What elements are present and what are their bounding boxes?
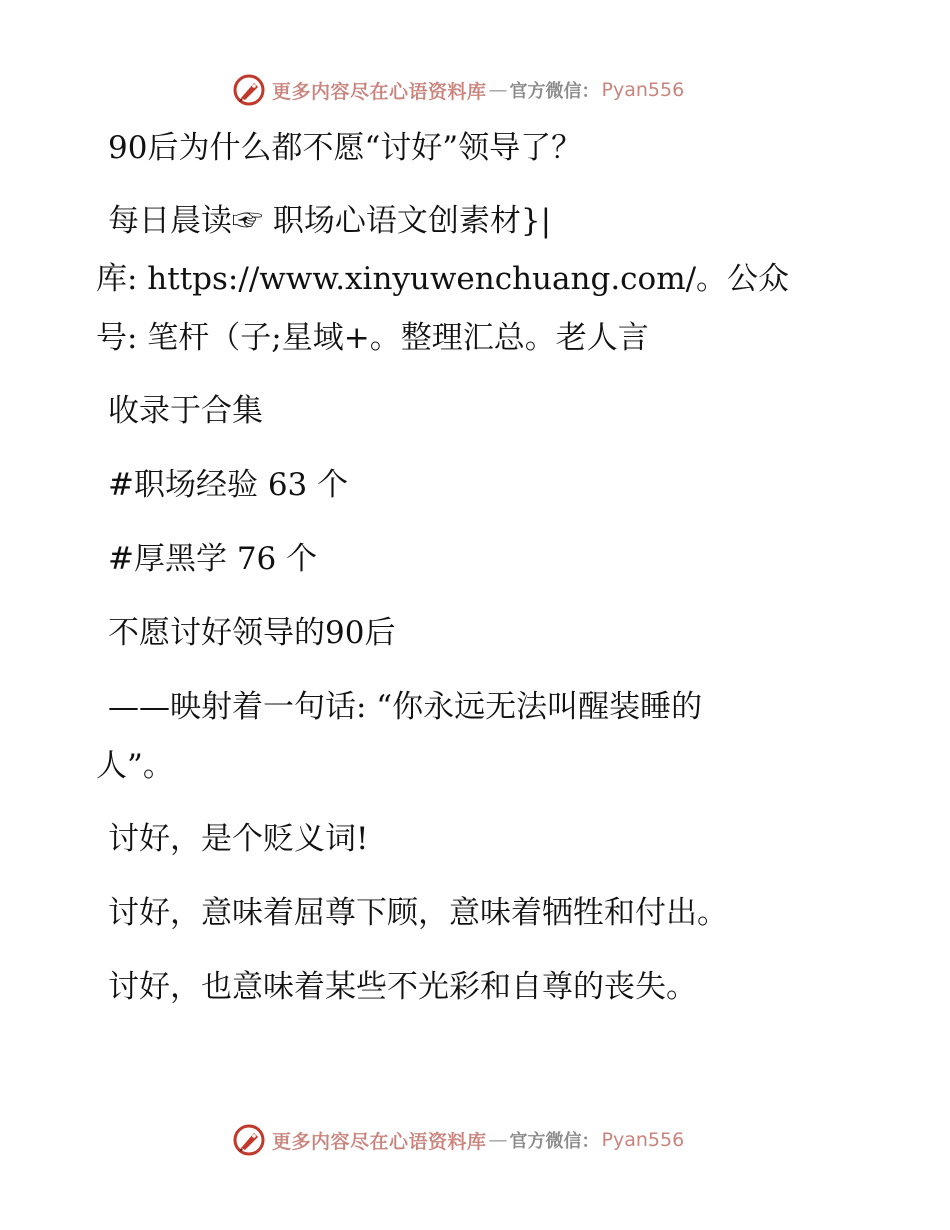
banner-wechat-id: Pyan556 <box>601 1129 685 1151</box>
paragraph-4: 讨好，意味着屈尊下顾，意味着牺牲和付出。 <box>108 895 728 931</box>
document-title: 90后为什么都不愿“讨好”领导了？ <box>108 130 583 166</box>
footer-banner <box>232 1120 684 1160</box>
banner-wechat-label: 官方微信： <box>509 81 600 102</box>
paragraph-2-line-2: 人”。 <box>96 748 174 784</box>
paragraph-2-line-1: ——映射着一句话: “你永远无法叫醒装睡的 <box>108 689 703 725</box>
paragraph-5: 讨好，也意味着某些不光彩和自尊的丧失。 <box>108 969 697 1005</box>
banner-separator: — <box>488 79 508 101</box>
intro-line-1: 每日晨读☞ 职场心语文创素材}| <box>108 203 552 239</box>
banner-text: 更多内容尽在心语资料库 <box>272 80 487 103</box>
tag-workplace: #职场经验 63 个 <box>108 467 349 503</box>
pen-nib-circle-icon <box>232 73 266 107</box>
paragraph-3: 讨好，是个贬义词! <box>108 821 369 857</box>
header-banner <box>232 70 684 110</box>
banner-text: 更多内容尽在心语资料库 <box>272 1130 487 1153</box>
banner-wechat-label: 官方微信： <box>509 1131 600 1152</box>
tag-houhei: #厚黑学 76 个 <box>108 541 318 577</box>
pen-nib-circle-icon <box>232 1123 266 1157</box>
banner-wechat-id: Pyan556 <box>601 79 685 101</box>
collection-label: 收录于合集 <box>108 393 263 429</box>
banner-separator: — <box>488 1129 508 1151</box>
intro-line-3: 号: 笔杆（子;星域+。整理汇总。老人言 <box>96 320 649 356</box>
intro-line-2: 库: https://www.xinyuwenchuang.com/。公众 <box>96 261 790 297</box>
paragraph-1: 不愿讨好领导的90后 <box>108 615 396 651</box>
